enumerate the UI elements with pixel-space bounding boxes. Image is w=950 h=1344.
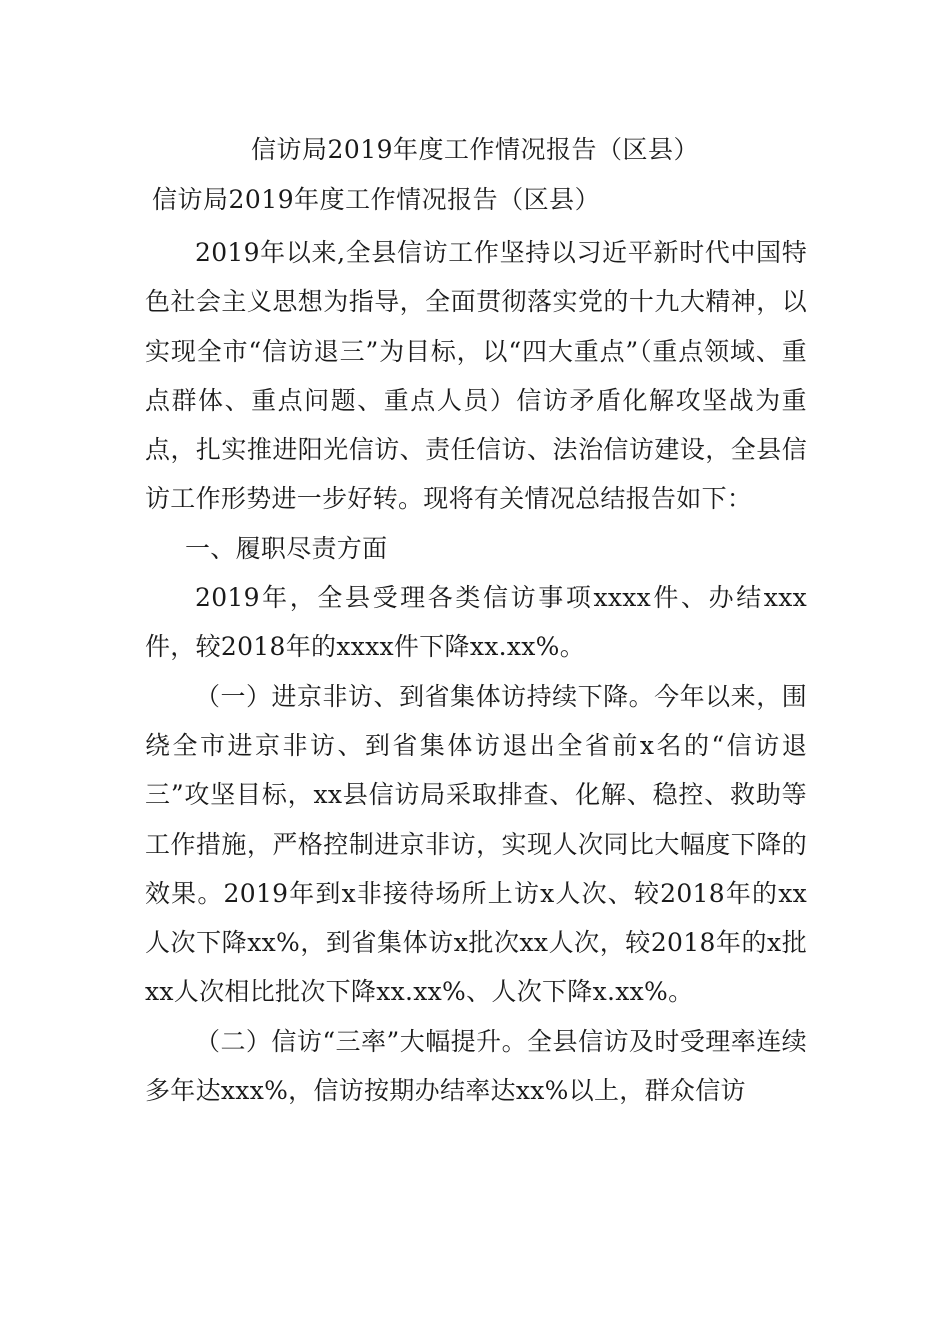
paragraph-summary: 2019年，全县受理各类信访事项xxxx件、办结xxx件，较2018年的xxxx件下降xx.xx%。 — [145, 583, 807, 662]
paragraph-item-2: （二）信访“三率”大幅提升。全县信访及时受理率连续多年达xxx%，信访按期办结率达xx%以上，群众信访 — [145, 1026, 807, 1106]
document-subtitle: 信访局2019年度工作情况报告（区县） — [152, 185, 601, 214]
section-heading-1: 一、履职尽责方面 — [185, 533, 388, 563]
paragraph-intro: 2019年以来,全县信访工作坚持以习近平新时代中国特色社会主义思想为指导，全面贯彻落实党的十九大精神，以实现全市“信访退三”为目标，以“四大重点”（重点领域、重点群体、重点问题、重点人员）信访矛盾化解攻坚战为重点，扎实推进阳光信访、责任信访、法治信访建设，全县信访工作形势进一步好转。现将有关情况总结报告如下： — [145, 238, 807, 514]
document-body — [145, 228, 807, 1115]
paragraph-item-1: （一）进京非访、到省集体访持续下降。今年以来，围绕全市进京非访、到省集体访退出全省前x名的“信访退三”攻坚目标，xx县信访局采取排查、化解、稳控、救助等工作措施，严格控制进京非访，实现人次同比大幅度下降的效果。2019年到x非接待场所上访x人次、较2018年的xx人次下降xx%，到省集体访x批次xx人次，较2018年的x批xx人次相比批次下降xx.xx%、人次下降x.xx%。 — [145, 681, 807, 1007]
document-title: 信访局2019年度工作情况报告（区县） — [250, 135, 700, 164]
